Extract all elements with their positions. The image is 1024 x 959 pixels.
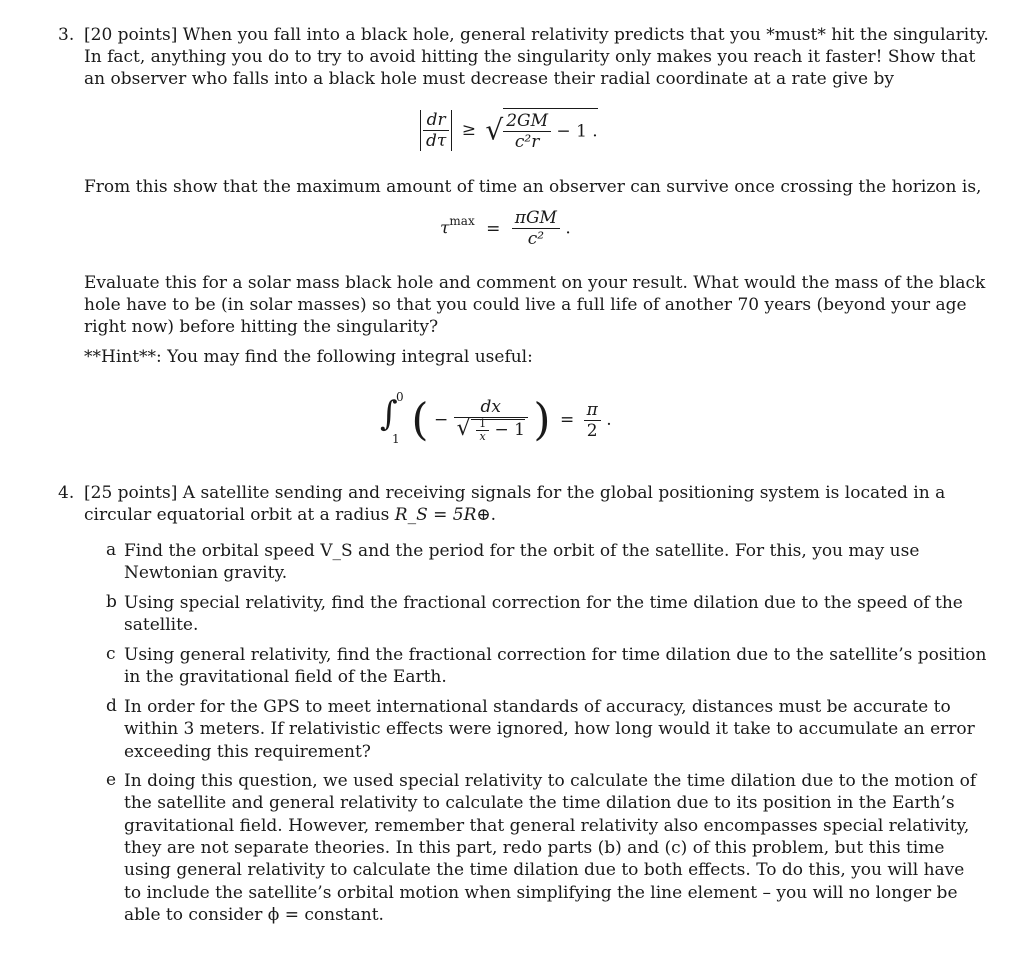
q4-item-d-letter: d: [106, 696, 117, 716]
q4-line-2: circular equatorial orbit at a radius R_S = 5R⊕.: [84, 505, 497, 525]
q4-item-c-line: in the gravitational field of the Earth.: [124, 667, 447, 688]
q3-line-6: hole have to be (in solar masses) so that you could live a full life of another 70 years (beyond your age: [84, 295, 967, 315]
q4-item-d-line: exceeding this requirement?: [124, 741, 371, 762]
eq1-num: 2GM: [503, 111, 551, 132]
eq3-dot: .: [606, 410, 612, 430]
q3-line-5: Evaluate this for a solar mass black hole and comment on your result. What would the mass of the black: [84, 273, 986, 293]
q4-item-b-letter: b: [106, 592, 117, 612]
q4-item-e-letter: e: [106, 770, 117, 790]
q3-number: 3.: [58, 25, 75, 45]
eq3-inner-num: 1: [476, 418, 489, 431]
eq3-minus-one: − 1: [494, 420, 525, 440]
eq2-sup: max: [449, 214, 475, 228]
eq1-tail: − 1 .: [556, 121, 598, 142]
eq3-lower: 1: [392, 432, 400, 446]
q4-item-e-line: using general relativity to calculate the time dilation due to both effects. To do this, you will have: [124, 860, 965, 881]
eq3-eq: =: [559, 410, 575, 430]
eq3-inner-den: x: [479, 430, 486, 443]
q4-item-a-line: Find the orbital speed V_S and the period for the orbit of the satellite. For this, you may use: [124, 541, 920, 561]
equation-drdtau: $\frac{dr}{d\tau}$ ≥ √ $\frac{2GM}{\text{c²r}}$ − 1 .: [420, 108, 598, 158]
q4-number: 4.: [58, 483, 75, 503]
q4-item-d-line: In order for the GPS to meet international standards of accuracy, distances must be accurate to: [124, 697, 951, 717]
q4-item-e-line: the satellite and general relativity to calculate the time dilation due to its position in the Earth’s: [124, 793, 955, 814]
eq2-den: c²: [527, 229, 545, 249]
q4-item-c-line: Using general relativity, find the fractional correction for time dilation due to the satellite’s position: [124, 645, 987, 665]
q3-line-3: an observer who falls into a black hole must decrease their radial coordinate at a rate give by: [84, 69, 894, 89]
eq3-minus: −: [433, 410, 449, 430]
q4-item-e-line: In doing this question, we used special relativity to calculate the time dilation due to the motion of: [124, 771, 977, 791]
eq1-geq: ≥: [461, 120, 476, 140]
q3-hint: **Hint**: You may find the following integral useful:: [84, 347, 533, 367]
eq2-dot: .: [565, 218, 571, 239]
q4-item-a-line: Newtonian gravity.: [124, 563, 288, 584]
q4-item-e-line: they are not separate theories. In this part, redo parts (b) and (c) of this problem, but this time: [124, 837, 945, 858]
eq3-upper: 0: [396, 390, 404, 404]
q4-item-e-line: to include the satellite’s orbital motion when simplifying the line element – you will no longer be: [124, 882, 958, 903]
q4-item-b-line: Using special relativity, find the fractional correction for the time dilation due to the speed of the: [124, 593, 963, 613]
q3-line-2: In fact, anything you do to try to avoid hitting the singularity only makes you reach it faster! Show that: [84, 47, 976, 67]
eq2-tau: τ: [440, 218, 450, 239]
q4-item-e-line: gravitational field. However, remember that general relativity also encompasses special relativity,: [124, 815, 970, 836]
q3-line-4: From this show that the maximum amount of time an observer can survive once crossing the horizon is,: [84, 177, 982, 197]
eq1-den: c²r: [514, 132, 540, 152]
q4-item-a-letter: a: [106, 540, 117, 560]
eq2-eq: =: [486, 218, 501, 239]
equation-integral: ∫ 0 1 ( − dx √ $\frac{1}{x}$ − 1 ) = $\frac{\pi}{2}$ .: [380, 390, 612, 446]
eq1-dr: dr: [423, 110, 449, 131]
q3-line-1: [20 points] When you fall into a black hole, general relativity predicts that you *must* hit the singularity.: [84, 25, 989, 45]
equation-tau-max: [440, 208, 571, 249]
eq3-rhs-den: 2: [586, 420, 598, 441]
eq3-integral: ∫: [380, 394, 398, 434]
q4-item-d-line: within 3 meters. If relativistic effects were ignored, how long would it take to accumulate an error: [124, 719, 975, 740]
q4-line-1: [25 points] A satellite sending and receiving signals for the global positioning system is located in a: [84, 483, 946, 503]
eq1-dtau: dτ: [426, 130, 447, 151]
eq2-num: πGM: [512, 208, 560, 229]
q4-item-c-letter: c: [106, 644, 116, 664]
q4-item-e-line: able to consider ϕ = constant.: [124, 904, 384, 925]
q4-item-b-line: satellite.: [124, 615, 199, 636]
eq3-dx: dx: [454, 397, 528, 418]
q3-line-7: right now) before hitting the singularity?: [84, 317, 439, 337]
eq3-rhs-num: π: [584, 400, 601, 421]
